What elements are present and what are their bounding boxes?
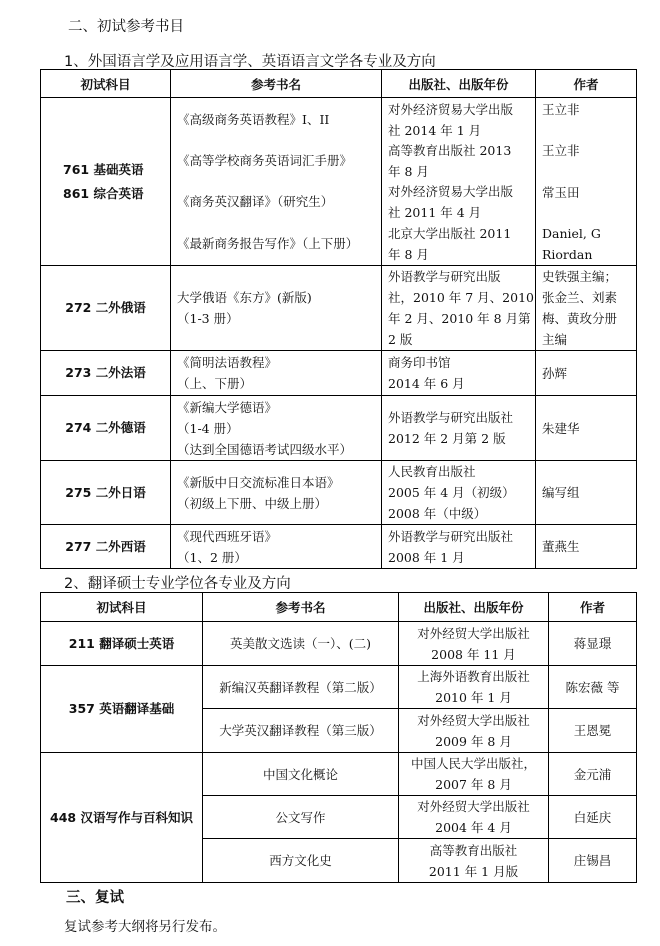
- subject-cell: 273 二外法语: [41, 351, 171, 396]
- publisher-line: 社 2014 年 1 月: [388, 123, 482, 138]
- publisher-line: 2011 年 1 月版: [428, 863, 519, 879]
- publisher-line: 2008 年（中级）: [388, 506, 487, 521]
- section-3-title: 三、复试: [66, 890, 124, 906]
- book-title: 《高等学校商务英语词汇手册》: [177, 153, 353, 168]
- publisher-line: 社 2011 年 4 月: [388, 205, 482, 220]
- publisher-line: 2010 年 1 月: [435, 690, 512, 705]
- author-cell: 编写组: [536, 461, 637, 525]
- publisher-cell: [399, 666, 549, 709]
- author-cell: 蒋显璟: [549, 622, 637, 666]
- header-book: 参考书名: [171, 70, 382, 98]
- publisher-line: 2007 年 8 月: [435, 777, 512, 792]
- book-cell: [171, 461, 382, 525]
- author-cell: [536, 266, 637, 351]
- publisher-cell: [382, 396, 536, 461]
- subject-code-761: 761 基础英语: [63, 161, 144, 177]
- book-line: 《简明法语教程》: [177, 355, 278, 370]
- author-name: 王立非: [542, 143, 580, 158]
- subsection-1-title: 1、外国语言学及应用语言学、英语语言文学各专业及方向: [64, 54, 436, 70]
- table-row: [41, 266, 637, 351]
- publisher-line: 北京大学出版社 2011: [388, 226, 512, 241]
- retest-note: 复试参考大纲将另行发布。: [64, 919, 226, 935]
- subsection-2-title: 2、翻译硕士专业学位各专业及方向: [64, 576, 291, 592]
- subject-cell: 277 二外西语: [41, 525, 171, 569]
- header-author: 作者: [549, 593, 637, 622]
- author-cell: 王恩冕: [549, 709, 637, 753]
- publisher-line: 人民教育出版社: [388, 464, 476, 479]
- publisher-line: 外语教学与研究出版社: [388, 528, 514, 544]
- author-cell: 孙辉: [536, 351, 637, 396]
- book-cell: [171, 266, 382, 351]
- table-row: [41, 351, 637, 396]
- book-cell: [171, 351, 382, 396]
- header-subject: 初试科目: [41, 593, 203, 622]
- header-book: 参考书名: [203, 593, 399, 622]
- subject-cell: 357 英语翻译基础: [41, 666, 203, 753]
- book-line: 《现代西班牙语》: [177, 528, 278, 544]
- publisher-line: 对外经贸大学出版社: [417, 799, 530, 814]
- publisher-cell: [382, 98, 536, 266]
- book-cell: 大学英汉翻译教程（第三版）: [203, 709, 399, 753]
- table-row: [41, 753, 637, 796]
- author-cell: 董燕生: [536, 525, 637, 569]
- subject-cell: 272 二外俄语: [41, 266, 171, 351]
- publisher-cell: [399, 622, 549, 666]
- publisher-cell: [399, 709, 549, 753]
- subject-cell: 211 翻译硕士英语: [41, 622, 203, 666]
- publisher-cell: [399, 796, 549, 839]
- subject-code-861: 861 综合英语: [63, 185, 144, 201]
- publisher-line: 年 8 月: [388, 164, 429, 179]
- book-cell: 公文写作: [203, 796, 399, 839]
- publisher-line: 年 8 月: [388, 247, 429, 262]
- author-line: 史铁强主编；: [542, 269, 618, 284]
- book-line: 大学俄语《东方》(新版): [177, 290, 312, 305]
- publisher-line: 高等教育出版社: [429, 842, 518, 858]
- author-cell: 陈宏薇 等: [549, 666, 637, 709]
- publisher-line: 对外经贸大学出版社: [417, 625, 530, 641]
- section-2-title: 二、初试参考书目: [68, 19, 184, 35]
- publisher-line: 2008 年 1 月: [388, 549, 465, 565]
- subject-cell: 274 二外德语: [41, 396, 171, 461]
- table-row: [41, 525, 637, 569]
- table-row: [41, 622, 637, 666]
- author-name: 常玉田: [542, 185, 580, 200]
- publisher-line: 2004 年 4 月: [435, 820, 512, 835]
- table-row: [41, 666, 637, 709]
- header-author: 作者: [536, 70, 637, 98]
- book-line: （达到全国德语考试四级水平）: [177, 441, 353, 457]
- publisher-line: 2008 年 11 月: [431, 646, 516, 662]
- publisher-line: 社，2010 年 7 月、2010: [388, 290, 534, 305]
- author-cell: 白延庆: [549, 796, 637, 839]
- publisher-line: 2012 年 2 月第 2 版: [388, 431, 506, 446]
- publisher-cell: [382, 461, 536, 525]
- book-line: （1-4 册）: [177, 420, 239, 436]
- publisher-line: 2014 年 6 月: [388, 376, 465, 391]
- book-cell: 西方文化史: [203, 839, 399, 883]
- publisher-cell: [382, 525, 536, 569]
- publisher-line: 2009 年 8 月: [435, 733, 512, 749]
- header-publisher: 出版社、出版年份: [382, 70, 536, 98]
- book-line: （1-3 册）: [177, 311, 239, 326]
- book-line: 《新编大学德语》: [177, 399, 278, 415]
- book-title: 《最新商务报告写作》（上下册）: [177, 236, 359, 251]
- book-cell: [171, 396, 382, 461]
- author-name: Daniel, G: [542, 226, 601, 241]
- reference-books-table-foreign-languages: [40, 69, 637, 569]
- book-line: （初级上下册、中级上册）: [177, 495, 328, 511]
- table-row: [41, 461, 637, 525]
- publisher-cell: [399, 839, 549, 883]
- table-row: [41, 396, 637, 461]
- author-cell: 金元浦: [549, 753, 637, 796]
- subject-cell: 448 汉语写作与百科知识: [41, 753, 203, 883]
- header-subject: 初试科目: [41, 70, 171, 98]
- author-line: 主编: [542, 332, 568, 347]
- book-title: 《高级商务英语教程》I、II: [177, 112, 330, 127]
- author-cell: 朱建华: [536, 396, 637, 461]
- author-line: 张金兰、刘素: [542, 290, 618, 305]
- book-cell: 中国文化概论: [203, 753, 399, 796]
- publisher-line: 对外经贸大学出版社: [417, 712, 530, 728]
- book-title: 《商务英汉翻译》（研究生）: [177, 194, 334, 209]
- publisher-cell: [399, 753, 549, 796]
- book-cell: [171, 525, 382, 569]
- author-cell: [536, 98, 637, 266]
- publisher-cell: [382, 351, 536, 396]
- book-line: （上、下册）: [177, 376, 253, 391]
- publisher-line: 上海外语教育出版社: [417, 669, 530, 684]
- author-line: 梅、黄玫分册: [542, 311, 618, 326]
- publisher-line: 外语教学与研究出版: [388, 269, 501, 284]
- publisher-line: 对外经济贸易大学出版: [388, 184, 514, 199]
- book-cell: 新编汉英翻译教程（第二版）: [203, 666, 399, 709]
- publisher-line: 外语教学与研究出版社: [388, 410, 514, 425]
- book-line: 《新版中日交流标准日本语》: [177, 474, 340, 490]
- book-cell: 英美散文选读（一）、(二): [203, 622, 399, 666]
- header-publisher: 出版社、出版年份: [399, 593, 549, 622]
- publisher-line: 对外经济贸易大学出版: [388, 102, 514, 117]
- publisher-line: 商务印书馆: [388, 355, 451, 370]
- publisher-cell: [382, 266, 536, 351]
- publisher-line: 2 版: [388, 332, 413, 347]
- publisher-line: 年 2 月、2010 年 8 月第: [388, 311, 531, 326]
- publisher-line: 中国人民大学出版社，: [410, 756, 536, 771]
- author-name: Riordan: [542, 247, 593, 262]
- author-cell: 庄锡昌: [549, 839, 637, 883]
- subject-cell: 275 二外日语: [41, 461, 171, 525]
- author-name: 王立非: [542, 102, 580, 117]
- book-line: （1、2 册）: [177, 549, 247, 565]
- reference-books-table-translation: [40, 592, 637, 883]
- publisher-line: 2005 年 4 月（初级）: [388, 485, 515, 500]
- book-cell: [171, 98, 382, 266]
- publisher-line: 高等教育出版社 2013: [388, 143, 512, 158]
- subject-cell: [41, 98, 171, 266]
- table-row: [41, 98, 637, 266]
